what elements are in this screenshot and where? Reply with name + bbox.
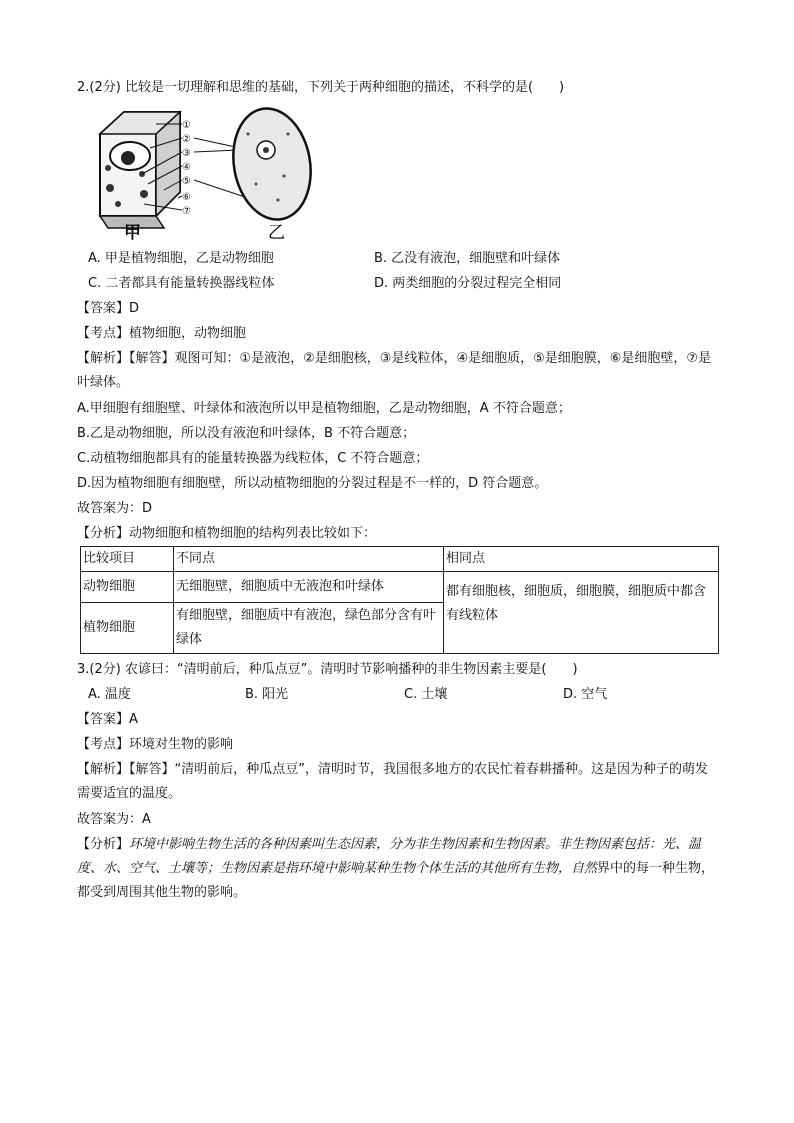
table-row (81, 547, 719, 572)
q3-point: 【考点】环境对生物的影响 (77, 737, 234, 752)
q2-conclusion: 故答案为：D (77, 501, 153, 516)
q2-option-c: C. 二者都具有能量转换器线粒体 (88, 276, 275, 291)
callout-2: ② (182, 134, 191, 145)
q3-fenxi (77, 833, 717, 905)
label-jia: 甲 (124, 223, 141, 240)
q3-conclusion: 故答案为：A (77, 812, 151, 827)
q3-fenxi-italic: 环境中影响生物生活的各种因素叫生态因素，分为非生物因素和生物因素。非生物因素包括：光、温度、水、空气、土壤等；生物因素是指环境中影响某种生物个体生活的其他所有生物，自然 (77, 837, 702, 876)
table-row (81, 572, 719, 603)
q3-analysis: 【解析】【解答】“清明前后，种瓜点豆”，清明时节，我国很多地方的农民忙着春耕播种。这是因为种子的萌发需要适宜的温度。 (77, 762, 708, 801)
q3-option-a: A. 温度 (88, 687, 131, 702)
q3-option-c: C. 土壤 (404, 687, 448, 702)
q3-answer: 【答案】A (77, 712, 138, 727)
table-cell-animal: 动物细胞 (81, 572, 174, 603)
table-cell-plant-diff: 有细胞壁，细胞质中有液泡，绿色部分含有叶绿体 (174, 603, 444, 654)
q3-option-b: B. 阳光 (245, 687, 289, 702)
animal-cell-figure (225, 104, 319, 226)
q2-analysis-c: C.动植物细胞都具有的能量转换器为线粒体，C 不符合题意； (77, 451, 429, 466)
callout-4: ④ (182, 162, 191, 173)
q3-fenxi-rest: 界中的每一种生物，都受到周围其他生物的影响。 (77, 861, 715, 900)
table-header-same: 相同点 (444, 547, 719, 572)
callout-7: ⑦ (182, 206, 191, 217)
q2-analysis-b: B.乙是动物细胞，所以没有液泡和叶绿体，B 不符合题意； (77, 426, 416, 441)
q2-point: 【考点】植物细胞，动物细胞 (77, 326, 247, 341)
table-header-item: 比较项目 (81, 547, 174, 572)
table-cell-animal-diff: 无细胞壁，细胞质中无液泡和叶绿体 (174, 572, 444, 603)
callout-1: ① (182, 120, 191, 131)
q2-option-a: A. 甲是植物细胞，乙是动物细胞 (88, 251, 274, 266)
callout-3: ③ (182, 148, 191, 159)
q2-analysis-a: A.甲细胞有细胞壁、叶绿体和液泡所以甲是植物细胞，乙是动物细胞，A 不符合题意； (77, 401, 571, 416)
q2-fenxi: 【分析】动物细胞和植物细胞的结构列表比较如下： (77, 526, 377, 541)
q2-answer: 【答案】D (77, 301, 140, 316)
label-yi: 乙 (268, 223, 285, 240)
table-cell-same: 都有细胞核，细胞质，细胞膜，细胞质中都含有线粒体 (444, 572, 719, 654)
q3-stem: 3.(2分) 农谚曰：“清明前后，种瓜点豆”。清明时节影响播种的非生物因素主要是( ) (77, 662, 578, 677)
table-header-diff: 不同点 (174, 547, 444, 572)
table-cell-plant: 植物细胞 (81, 603, 174, 654)
plant-cell-figure (100, 112, 180, 228)
cell-diagram (88, 104, 328, 240)
q2-stem: 2.(2分) 比较是一切理解和思维的基础，下列关于两种细胞的描述，不科学的是( ) (77, 80, 565, 95)
q2-analysis-intro: 【解析】【解答】观图可知：①是液泡，②是细胞核，③是线粒体，④是细胞质，⑤是细胞膜，⑥是细胞壁，⑦是叶绿体。 (77, 351, 712, 390)
callout-5: ⑤ (182, 176, 191, 187)
q2-analysis-d: D.因为植物细胞有细胞壁，所以动植物细胞的分裂过程是不一样的，D 符合题意。 (77, 476, 548, 491)
comparison-table (80, 546, 719, 654)
q3-fenxi-label: 【分析】 (77, 837, 130, 852)
q2-option-b: B. 乙没有液泡，细胞壁和叶绿体 (374, 251, 561, 266)
callout-6: ⑥ (182, 192, 191, 203)
q2-option-d: D. 两类细胞的分裂过程完全相同 (374, 276, 562, 291)
q3-option-d: D. 空气 (563, 687, 608, 702)
